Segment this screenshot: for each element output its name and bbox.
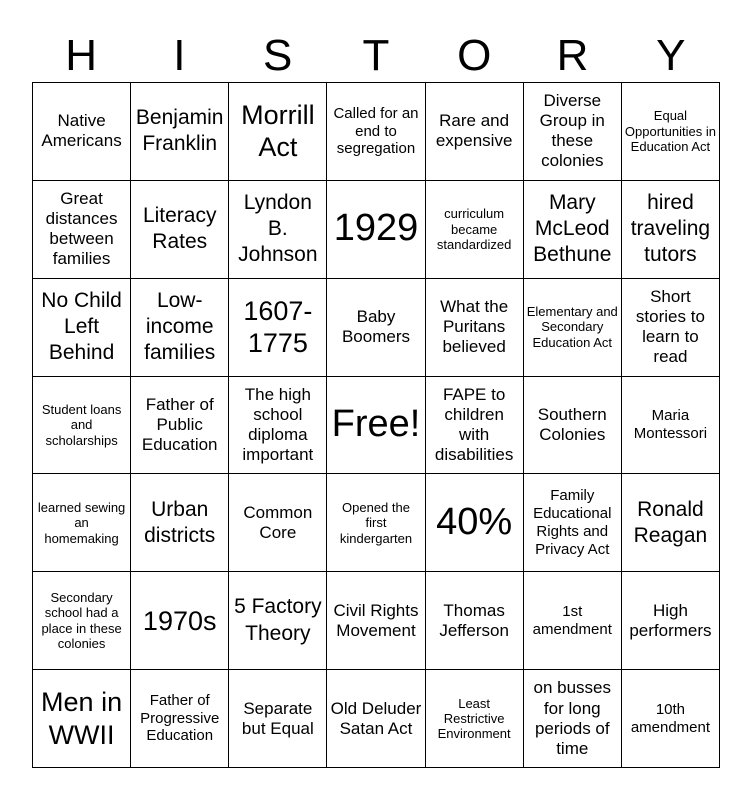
bingo-cell[interactable]: [327, 83, 425, 181]
bingo-cell-text: Least Restrictive Environment: [437, 695, 511, 742]
bingo-cell[interactable]: [327, 572, 425, 670]
bingo-cell[interactable]: [229, 670, 327, 768]
bingo-cell-text: Men in WWII: [41, 687, 123, 750]
bingo-cell-text: Short stories to learn to read: [635, 287, 705, 367]
bingo-cell-text: Father of Progressive Education: [140, 692, 220, 745]
bingo-cell-text: learned sewing an homemaking: [37, 499, 126, 546]
bingo-cell-text: FAPE to children with disabilities: [434, 384, 514, 465]
bingo-cell[interactable]: [524, 377, 622, 475]
bingo-cell[interactable]: [426, 83, 524, 181]
bingo-cell[interactable]: [33, 83, 131, 181]
bingo-cell[interactable]: [33, 572, 131, 670]
title-letter: I: [173, 31, 186, 80]
bingo-cell-text: Urban districts: [144, 497, 216, 547]
bingo-cell-text: Family Educational Rights and Privacy Act: [533, 487, 612, 558]
bingo-cell-text: 1st amendment: [532, 603, 612, 638]
bingo-board: [32, 82, 720, 768]
bingo-cell-text: Mary McLeod Bethune: [533, 190, 612, 267]
bingo-title: [32, 28, 720, 84]
bingo-cell-text: Diverse Group in these colonies: [539, 91, 605, 171]
bingo-cell-text: Great distances between families: [45, 189, 118, 269]
bingo-cell-text: Literacy Rates: [142, 204, 217, 254]
bingo-cell-text: Elementary and Secondary Education Act: [526, 304, 618, 350]
bingo-cell-text: Maria Montessori: [633, 407, 708, 442]
bingo-cell[interactable]: [33, 474, 131, 572]
bingo-cell-text: 40%: [436, 500, 513, 543]
bingo-cell[interactable]: [524, 474, 622, 572]
bingo-cell[interactable]: [426, 279, 524, 377]
bingo-cell[interactable]: [327, 377, 425, 475]
bingo-cell[interactable]: [426, 181, 524, 279]
bingo-cell-text: Secondary school had a place in these colonies: [41, 590, 122, 652]
bingo-cell-text: High performers: [629, 600, 712, 640]
bingo-cell-text: Thomas Jefferson: [439, 600, 509, 640]
title-letter: T: [362, 31, 390, 80]
bingo-cell-text: 1970s: [142, 605, 217, 636]
bingo-cell[interactable]: [524, 181, 622, 279]
bingo-cell-text: curriculum became standardized: [436, 206, 512, 252]
bingo-cell-text: Student loans and scholarships: [41, 402, 122, 448]
bingo-cell-text: on busses for long periods of time: [533, 678, 612, 758]
bingo-cell[interactable]: [229, 572, 327, 670]
bingo-cell[interactable]: [33, 377, 131, 475]
title-letter: O: [457, 31, 492, 80]
bingo-cell[interactable]: [229, 377, 327, 475]
bingo-cell[interactable]: [229, 181, 327, 279]
bingo-cell[interactable]: [622, 474, 720, 572]
bingo-cell[interactable]: [524, 670, 622, 768]
bingo-cell[interactable]: [229, 474, 327, 572]
bingo-cell-text: Equal Opportunities in Education Act: [624, 108, 716, 155]
bingo-cell[interactable]: [131, 670, 229, 768]
bingo-cell[interactable]: [622, 377, 720, 475]
title-letter: R: [556, 31, 589, 80]
bingo-cell-text: Called for an end to segregation: [333, 104, 419, 158]
bingo-cell-text: Benjamin Franklin: [135, 106, 224, 156]
bingo-cell[interactable]: [327, 670, 425, 768]
bingo-cell-text: Ronald Reagan: [633, 497, 708, 547]
bingo-cell[interactable]: [131, 474, 229, 572]
bingo-cell-text: 5 Factory Theory: [234, 595, 322, 645]
bingo-cell[interactable]: [622, 572, 720, 670]
title-letter: S: [263, 31, 293, 80]
bingo-cell-text: No Child Left Behind: [41, 288, 122, 365]
bingo-cell-text: 10th amendment: [630, 700, 711, 736]
bingo-cell[interactable]: [524, 572, 622, 670]
bingo-cell-text: Common Core: [243, 502, 313, 542]
bingo-cell-text: Baby Boomers: [341, 307, 410, 347]
bingo-cell[interactable]: [131, 279, 229, 377]
bingo-cell[interactable]: [327, 181, 425, 279]
title-letter: H: [65, 31, 98, 80]
bingo-cell-text: The high school diploma important: [242, 384, 314, 465]
bingo-cell-text: hired traveling tutors: [630, 190, 711, 267]
bingo-cell[interactable]: [33, 279, 131, 377]
bingo-cell[interactable]: [524, 83, 622, 181]
bingo-cell[interactable]: [524, 279, 622, 377]
bingo-cell[interactable]: [426, 572, 524, 670]
bingo-cell[interactable]: [622, 279, 720, 377]
bingo-cell[interactable]: [229, 83, 327, 181]
bingo-cell-text: Native Americans: [41, 111, 122, 151]
bingo-cell[interactable]: [327, 279, 425, 377]
bingo-cell-text: Free!: [331, 403, 421, 446]
bingo-cell[interactable]: [33, 670, 131, 768]
bingo-cell-text: Lyndon B. Johnson: [238, 190, 318, 267]
bingo-cell-text: Opened the first kindergarten: [339, 499, 413, 546]
bingo-cell-text: Southern Colonies: [537, 404, 607, 444]
title-letter: Y: [656, 31, 686, 80]
bingo-cell-text: Separate but Equal: [241, 698, 314, 738]
bingo-cell[interactable]: [622, 83, 720, 181]
bingo-cell-text: Low-income families: [144, 288, 216, 365]
bingo-cell[interactable]: [229, 279, 327, 377]
bingo-cell[interactable]: [131, 83, 229, 181]
bingo-cell-text: Morrill Act: [241, 100, 315, 163]
bingo-cell-text: Old Deluder Satan Act: [330, 698, 422, 738]
bingo-cell[interactable]: [33, 181, 131, 279]
bingo-cell-text: What the Puritans believed: [440, 297, 509, 357]
bingo-cell[interactable]: [426, 670, 524, 768]
bingo-cell[interactable]: [426, 377, 524, 475]
bingo-cell[interactable]: [426, 474, 524, 572]
bingo-cell-text: Civil Rights Movement: [333, 600, 419, 640]
bingo-cell[interactable]: [327, 474, 425, 572]
bingo-cell[interactable]: [622, 670, 720, 768]
bingo-cell-text: Rare and expensive: [435, 111, 513, 151]
bingo-cell[interactable]: [131, 181, 229, 279]
bingo-cell[interactable]: [131, 572, 229, 670]
bingo-cell-text: Father of Public Education: [141, 394, 218, 455]
bingo-cell[interactable]: [622, 181, 720, 279]
bingo-cell-text: 1607-1775: [243, 295, 313, 359]
bingo-cell-text: 1929: [333, 207, 419, 250]
bingo-cell[interactable]: [131, 377, 229, 475]
